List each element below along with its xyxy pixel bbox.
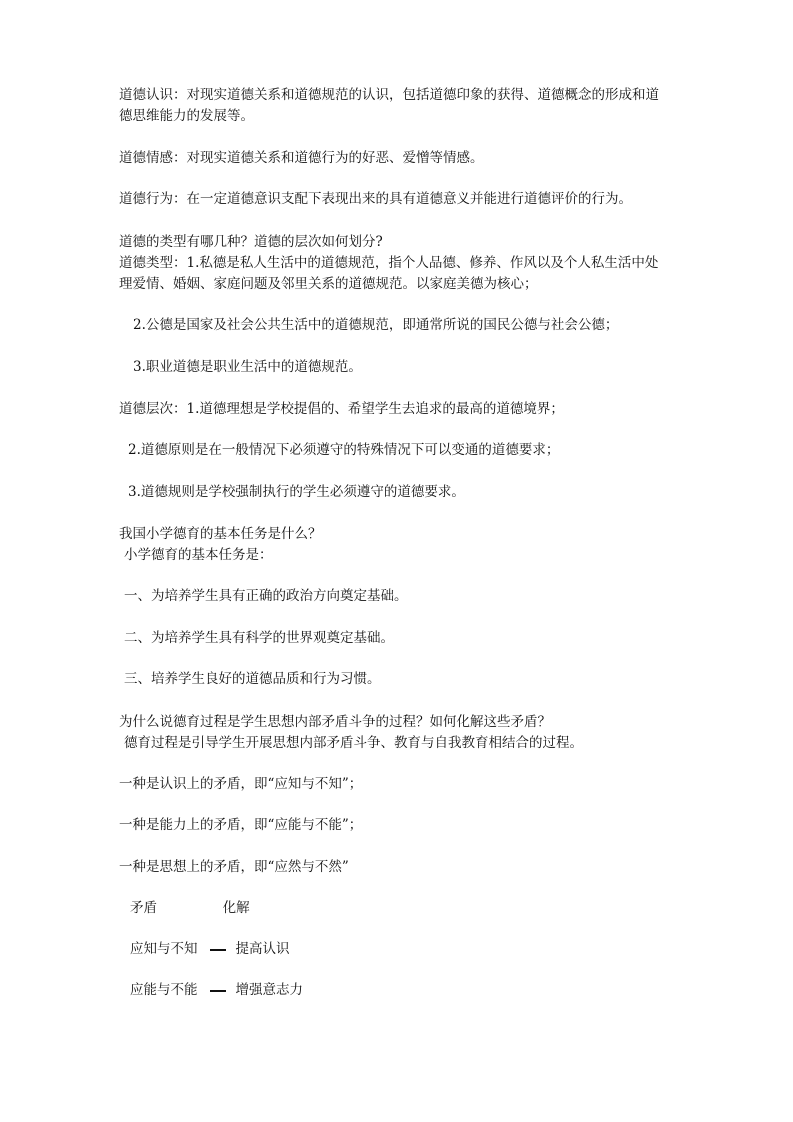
resolution-table-row: [130, 939, 290, 959]
question-moral-types: 道德的类型有哪几种？道德的层次如何划分?: [119, 234, 383, 250]
moral-levels-line-3: 3.道德规则是学校强制执行的学生必须遵守的道德要求。: [128, 484, 465, 500]
moral-levels-line-1: 道德层次：1.道德理想是学校提倡的、希望学生去追求的最高的道德境界；: [119, 401, 564, 417]
moral-types-professional: 3.职业道德是职业生活中的道德规范。: [133, 359, 362, 375]
header-contradiction: 矛盾: [130, 900, 157, 916]
question-basic-tasks: 我国小学德育的基本任务是什么？: [119, 526, 322, 542]
basic-tasks-intro: 小学德育的基本任务是：: [124, 547, 273, 563]
contradiction-ability: 一种是能力上的矛盾，即“应能与不能”；: [119, 817, 363, 833]
basic-task-1: 一、为培养学生具有正确的政治方向奠定基础。: [124, 588, 408, 604]
question-contradiction: 为什么说德育过程是学生思想内部矛盾斗争的过程？如何化解这些矛盾？: [119, 714, 551, 730]
row-contradiction: 应知与不知: [130, 941, 198, 957]
process-description: 德育过程是引导学生开展思想内部矛盾斗争、教育与自我教育相结合的过程。: [124, 735, 583, 751]
row-contradiction: 应能与不能: [130, 982, 198, 998]
moral-cognition-line-2: 德思维能力的发展等。: [119, 108, 254, 124]
row-resolution: 增强意志力: [235, 982, 303, 998]
resolution-table-row: [130, 980, 303, 1000]
moral-types-line-2: 理爱情、婚姻、家庭问题及邻里关系的道德规范。以家庭美德为核心；: [119, 276, 538, 292]
dash-connector: [210, 990, 226, 992]
header-resolution: 化解: [222, 900, 250, 916]
basic-task-2: 二、为培养学生具有科学的世界观奠定基础。: [124, 630, 394, 646]
moral-types-line-1: 道德类型：1.私德是私人生活中的道德规范，指个人品德、修养、作风以及个人私生活中处: [119, 255, 659, 271]
resolution-table-header: [130, 898, 250, 918]
basic-task-3: 三、培养学生良好的道德品质和行为习惯。: [124, 671, 381, 687]
contradiction-cognition: 一种是认识上的矛盾，即“应知与不知”；: [119, 776, 363, 792]
moral-cognition-line-1: 道德认识：对现实道德关系和道德规范的认识，包括道德印象的获得、道德概念的形成和道: [119, 87, 659, 103]
moral-types-public: 2.公德是国家及社会公共生活中的道德规范，即通常所说的国民公德与社会公德；: [133, 317, 619, 333]
contradiction-thought: 一种是思想上的矛盾，即“应然与不然”: [119, 859, 349, 875]
moral-behavior-paragraph: 道德行为：在一定道德意识支配下表现出来的具有道德意义并能进行道德评价的行为。: [119, 191, 632, 207]
row-resolution: 提高认识: [235, 941, 290, 957]
moral-levels-line-2: 2.道德原则是在一般情况下必须遵守的特殊情况下可以变通的道德要求；: [128, 442, 560, 458]
dash-connector: [210, 949, 226, 951]
moral-emotion-paragraph: 道德情感：对现实道德关系和道德行为的好恶、爱憎等情感。: [119, 150, 484, 166]
